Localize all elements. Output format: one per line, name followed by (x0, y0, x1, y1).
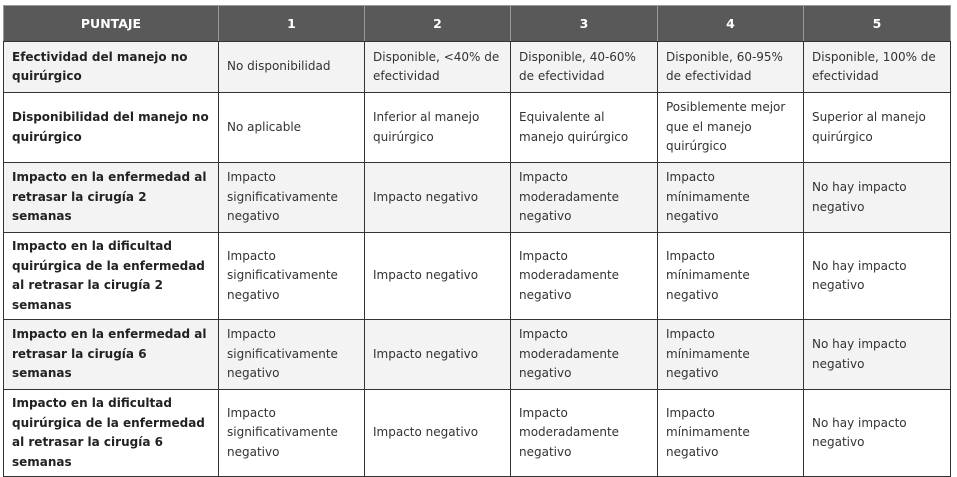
table-cell: Impacto mínimamente negativo (658, 390, 804, 477)
table-row (4, 93, 951, 163)
header-score-3: 3 (511, 6, 658, 42)
table-cell: Impacto significativamente negativo (219, 233, 365, 320)
table-row (4, 163, 951, 233)
row-label: Impacto en la enfermedad al retrasar la cirugía 6 semanas (4, 320, 219, 390)
table-cell: Impacto negativo (365, 163, 511, 233)
table-cell: Disponible, 40-60% de efectividad (511, 42, 658, 93)
table-row (4, 233, 951, 320)
table-cell: Impacto significativamente negativo (219, 390, 365, 477)
table-cell: Disponible, 60-95% de efectividad (658, 42, 804, 93)
table-cell: Impacto negativo (365, 320, 511, 390)
row-label: Disponibilidad del manejo no quirúrgico (4, 93, 219, 163)
table-cell: Impacto moderadamente negativo (511, 320, 658, 390)
table-cell: Impacto mínimamente negativo (658, 233, 804, 320)
table-cell: Impacto mínimamente negativo (658, 163, 804, 233)
table-cell: Impacto moderadamente negativo (511, 163, 658, 233)
table-cell: Posiblemente mejor que el manejo quirúrgico (658, 93, 804, 163)
table-cell: Superior al manejo quirúrgico (804, 93, 951, 163)
header-score-2: 2 (365, 6, 511, 42)
table-cell: Impacto negativo (365, 233, 511, 320)
table-cell: Impacto moderadamente negativo (511, 390, 658, 477)
header-puntaje: PUNTAJE (4, 6, 219, 42)
row-label: Efectividad del manejo no quirúrgico (4, 42, 219, 93)
table-cell: Disponible, <40% de efectividad (365, 42, 511, 93)
table-cell: No aplicable (219, 93, 365, 163)
header-score-1: 1 (219, 6, 365, 42)
table-row (4, 42, 951, 93)
table-cell: Impacto moderadamente negativo (511, 233, 658, 320)
table-cell: Impacto significativamente negativo (219, 320, 365, 390)
header-score-5: 5 (804, 6, 951, 42)
table-cell: No hay impacto negativo (804, 390, 951, 477)
table-cell: No disponibilidad (219, 42, 365, 93)
table-row (4, 320, 951, 390)
row-label: Impacto en la enfermedad al retrasar la cirugía 2 semanas (4, 163, 219, 233)
table-cell: No hay impacto negativo (804, 233, 951, 320)
table-cell: Equivalente al manejo quirúrgico (511, 93, 658, 163)
table-cell: No hay impacto negativo (804, 163, 951, 233)
table-row (4, 390, 951, 477)
table-cell: Impacto negativo (365, 390, 511, 477)
table-cell: Disponible, 100% de efectividad (804, 42, 951, 93)
header-row (4, 6, 951, 42)
table-cell: Inferior al manejo quirúrgico (365, 93, 511, 163)
table-cell: No hay impacto negativo (804, 320, 951, 390)
table-cell: Impacto significativamente negativo (219, 163, 365, 233)
scoring-table (3, 5, 951, 477)
row-label: Impacto en la dificultad quirúrgica de la enfermedad al retrasar la cirugía 2 semanas (4, 233, 219, 320)
table-cell: Impacto mínimamente negativo (658, 320, 804, 390)
header-score-4: 4 (658, 6, 804, 42)
row-label: Impacto en la dificultad quirúrgica de la enfermedad al retrasar la cirugía 6 semanas (4, 390, 219, 477)
